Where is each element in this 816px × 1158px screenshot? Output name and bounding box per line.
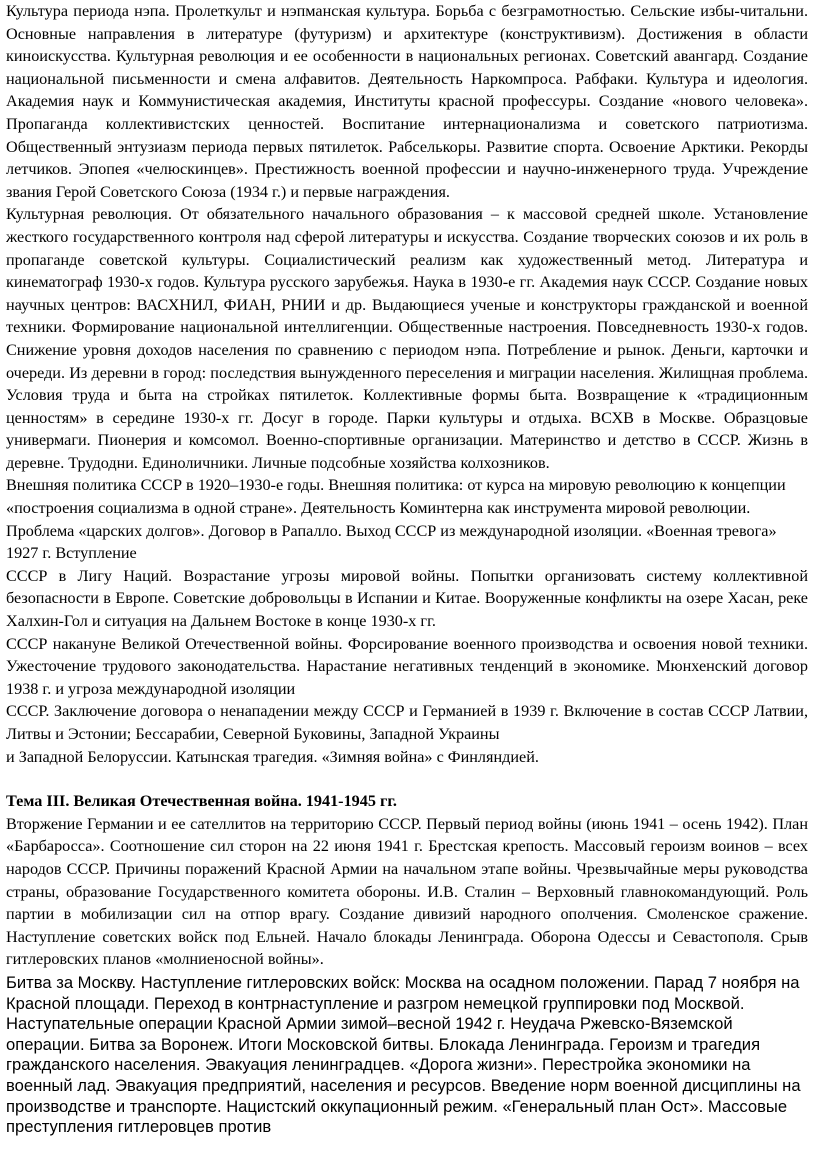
- paragraph-league-of-nations: СССР в Лигу Наций. Возрастание угрозы мировой войны. Попытки организовать систему коллективной безопасности в Европе. Советские добровольцы в Испании и Китае. Вооруженные конфликты на озере Хасан, реке Халхин-Гол и ситуация на Дальнем Востоке в конце 1930-х гг.: [6, 566, 808, 631]
- paragraph-cultural-revolution: Культурная революция. От обязательного начального образования – к массовой средней школе. Установление жесткого государственного контроля над сферой литературы и искусства. Создание творческих союзов и их роль в пропаганде советской культуры. Социалистический реализм как художественный метод. Литература и кинематограф 1930-х годов. Культура русского зарубежья. Наука в 1930-е гг. Академия наук СССР. Создание новых научных центров: ВАСХНИЛ, ФИАН, РНИИ и др. Выдающиеся ученые и конструкторы гражданской и военной техники. Формирование национальной интеллигенции. Общественные настроения. Повседневность 1930-х годов. Снижение уровня доходов населения по сравнению с периодом нэпа. Потребление и рынок. Деньги, карточки и очереди. Из деревни в город: последствия вынужденного переселения и миграции населения. Жилищная проблема. Условия труда и быта на стройках пятилеток. Коллективные формы быта. Возвращение к «традиционным ценностям» в середине 1930-х гг. Досуг в городе. Парки культуры и отдыха. ВСХВ в Москве. Образцовые универмаги. Пионерия и комсомол. Военно-спортивные организации. Материнство и детство в СССР. Жизнь в деревне. Трудодни. Единоличники. Личные подсобные хозяйства колхозников.: [6, 205, 808, 472]
- section-heading: Тема III. Великая Отечественная война. 1941-1945 гг.: [6, 792, 397, 811]
- paragraph-katyn: и Западной Белоруссии. Катынская трагедия. «Зимняя война» с Финляндией.: [6, 747, 539, 766]
- paragraph-culture-nep: Культура периода нэпа. Пролеткульт и нэпманская культура. Борьба с безграмотностью. Сельские избы-читальни. Основные направления в литературе (футуризм) и архитектуре (конструктивизм). Достижения в области киноискусства. Культурная революция и ее особенности в национальных регионах. Советский авангард. Создание национальной письменности и смена алфавитов. Деятельность Наркомпроса. Рабфаки. Культура и идеология. Академия наук и Коммунистическая академия, Институты красной профессуры. Создание «нового человека». Пропаганда коллективистских ценностей. Воспитание интернационализма и советского патриотизма. Общественный энтузиазм периода первых пятилеток. Рабселькоры. Развитие спорта. Освоение Арктики. Рекорды летчиков. Эпопея «челюскинцев». Престижность военной профессии и научно-инженерного труда. Учреждение звания Герой Советского Союза (1934 г.) и первые награждения.: [6, 2, 808, 201]
- paragraph-battle-of-moscow: Битва за Москву. Наступление гитлеровских войск: Москва на осадном положении. Парад 7 ноября на Красной площади. Переход в контрнаступление и разгром немецкой группировки под Москвой. Наступательные операции Красной Армии зимой–весной 1942 г. Неудача Ржевско-Вяземской операции. Битва за Воронеж. Итоги Московской битвы. Блокада Ленинграда. Героизм и трагедия гражданского населения. Эвакуация ленинградцев. «Дорога жизни». Перестройка экономики на военный лад. Эвакуация предприятий, населения и ресурсов. Введение норм военной дисциплины на производстве и транспорте. Нацистский оккупационный режим. «Генеральный план Ост». Массовые преступления гитлеровцев против: [6, 972, 801, 1137]
- paragraph-nonaggression-pact: СССР. Заключение договора о ненападении между СССР и Германией в 1939 г. Включение в состав СССР Латвии, Литвы и Эстонии; Бессарабии, Северной Буковины, Западной Украины: [6, 702, 808, 743]
- paragraph-invasion: Вторжение Германии и ее сателлитов на территорию СССР. Первый период войны (июнь 1941 – осень 1942). План «Барбаросса». Соотношение сил сторон на 22 июня 1941 г. Брестская крепость. Массовый героизм воинов – всех народов СССР. Причины поражений Красной Армии на начальном этапе войны. Чрезвычайные меры руководства страны, образование Государственного комитета обороны. И.В. Сталин – Верховный главнокомандующий. Роль партии в мобилизации сил на отпор врагу. Создание дивизий народного ополчения. Смоленское сражение. Наступление советских войск под Ельней. Начало блокады Ленинграда. Оборона Одессы и Севастополя. Срыв гитлеровских планов «молниеносной войны».: [6, 814, 808, 969]
- paragraph-foreign-policy: Внешняя политика СССР в 1920–1930-е годы. Внешняя политика: от курса на мировую революцию к концепции «построения социализма в одной стране». Деятельность Коминтерна как инструмента мировой революции. Проблема «царских долгов». Договор в Рапалло. Выход СССР из международной изоляции. «Военная тревога» 1927 г. Вступление: [6, 476, 786, 563]
- section-spacer: [6, 768, 808, 790]
- paragraph-eve-of-war: СССР накануне Великой Отечественной войны. Форсирование военного производства и освоения новой техники. Ужесточение трудового законодательства. Нарастание негативных тенденций в экономике. Мюнхенский договор 1938 г. и угроза международной изоляции: [6, 634, 808, 698]
